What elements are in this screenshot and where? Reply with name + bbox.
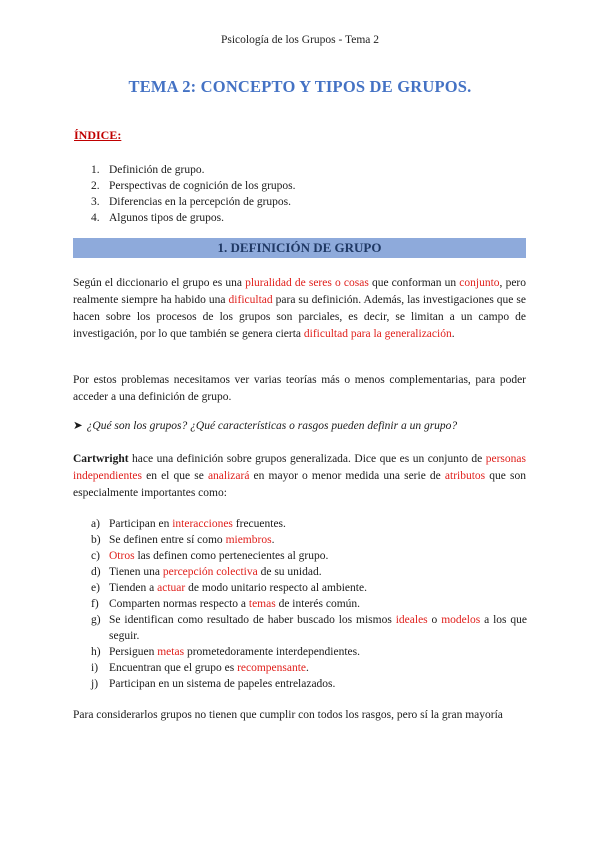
- question-line: [73, 418, 457, 432]
- index-heading: ÍNDICE:: [74, 128, 122, 142]
- list-item: h) Persiguen metas prometedoramente interdependientes.: [91, 646, 361, 658]
- list-item: d) Tienen una percepción colectiva de su unidad.: [91, 566, 322, 578]
- paragraph-conclusion: Para considerarlos grupos no tienen que cumplir con todos los rasgos, pero sí la gran mayoría: [73, 709, 503, 721]
- list-item: a) Participan en interacciones frecuentes.: [91, 518, 286, 530]
- index-item: 1. Definición de grupo.: [91, 164, 205, 176]
- paragraph-problems: Por estos problemas necesitamos ver varias teorías más o menos complementarias, para poder acceder a una definición de grupo.: [73, 374, 526, 403]
- paragraph-cartwright: Cartwright hace una definición sobre grupos generalizada. Dice que es un conjunto de personas independientes en el que se analizará en mayor o menor medida una serie de atributos que son especialmente importantes como:: [73, 453, 526, 499]
- paragraph-definition: Según el diccionario el grupo es una pluralidad de seres o cosas que conforman un conjunto, pero realmente siempre ha habido una dificultad para su definición. Además, las investigaciones que se hacen sobre los procesos de los grupos son parciales, es decir, se limitan a un campo de investigación, por lo que también se genera cierta dificultad para la generalización.: [73, 277, 526, 340]
- arrow-bullet-icon: ➤: [73, 420, 83, 432]
- section-heading-definition: 1. DEFINICIÓN DE GRUPO: [73, 238, 526, 258]
- list-item: c) Otros las definen como pertenecientes al grupo.: [91, 550, 329, 562]
- index-item: 4. Algunos tipos de grupos.: [91, 212, 224, 224]
- index-item: 3. Diferencias en la percepción de grupos.: [91, 196, 292, 208]
- index-item: 2. Perspectivas de cognición de los grupos.: [91, 180, 296, 192]
- list-item: g) Se identifican como resultado de haber buscado los mismos ideales o modelos a los que seguir.: [91, 614, 527, 642]
- index-list: [91, 162, 296, 226]
- list-item: f) Comparten normas respecto a temas de interés común.: [91, 598, 361, 610]
- list-item: e) Tienden a actuar de modo unitario respecto al ambiente.: [91, 582, 367, 594]
- question-text: ¿Qué son los grupos? ¿Qué características o rasgos pueden definir a un grupo?: [86, 420, 458, 432]
- list-item: j) Participan en un sistema de papeles entrelazados.: [91, 678, 336, 690]
- running-header: Psicología de los Grupos - Tema 2: [220, 34, 380, 46]
- document-title: TEMA 2: CONCEPTO Y TIPOS DE GRUPOS.: [128, 77, 472, 96]
- list-item: i) Encuentran que el grupo es recompensante.: [91, 662, 309, 674]
- attributes-list: [91, 516, 527, 692]
- list-item: b) Se definen entre sí como miembros.: [91, 534, 275, 546]
